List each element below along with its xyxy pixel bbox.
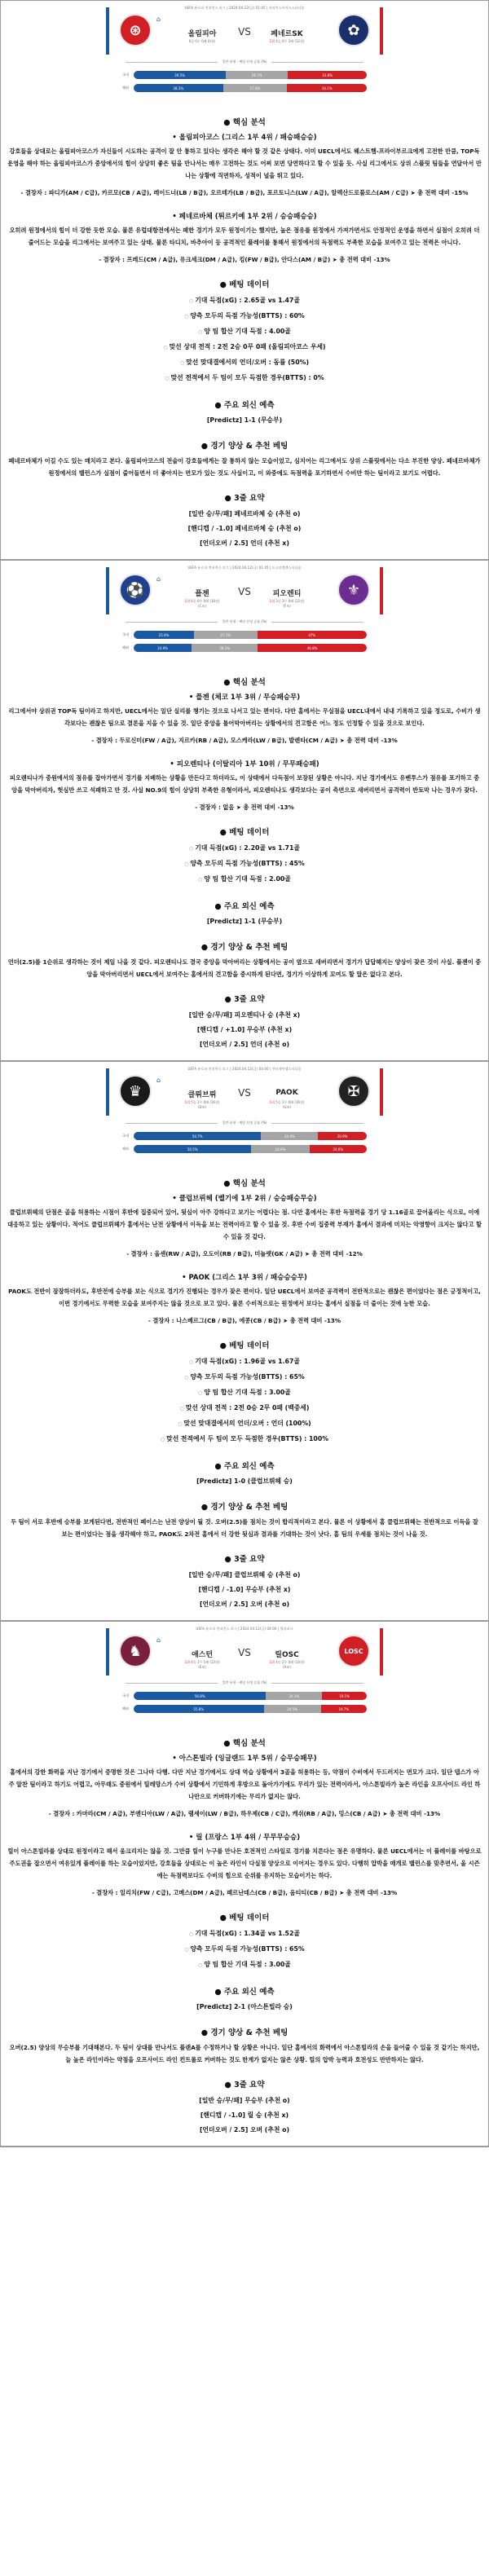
overseas-draw-probability: 28.3% [192,644,258,652]
match-block [1,6,488,561]
prediction-value: [Predictz] 1-1 (무승부) [206,918,283,925]
league-info: UEFA 유로파 컨퍼런스 리그 | 2024.04.12(금) 04:00 | 얀브레이델스타디움 [187,1067,302,1071]
overseas-home-probability: 55.8% [134,1705,264,1713]
outlook-title: ● 경기 양상 & 추천 베팅 [200,2028,289,2037]
circle-bullet-icon: ○ [165,376,170,381]
away-missing-players: - 결장자 : 나스베르그(CB / B급), 에콩(CB / B급) ➤ 총 전력 대비 -13% [148,1317,341,1324]
home-analysis-header: • 올림피아코스 (그리스 1부 4위 / 패승패승승) [172,134,317,142]
home-crest-icon: ♞ [119,1635,152,1667]
overseas-probability-row: 해외 38.3% 27.6% 34.1% [117,84,367,92]
circle-bullet-icon: ○ [198,1390,203,1396]
item-text: [핸디캡 / -1.0] 페네르바체 승 (추천 o) [187,525,302,532]
outlook-text: 페네르바체가 이길 수도 있는 매치라고 본다. 올림피아코스의 전술이 강호들에게는 잘 통하지 않는 모습이었고, 심지어는 리그에서도 상위 스플릿에서는 다소 부진한 양상. 페네르바체가 원정에서의 밸런스가 실점이 줄어들면서 더 좋아지는 면모가 있는 것도 사실이고, 이 와중에도 득점력을 포기하면서 수비만 하는 팀이라고 보기도 어렵다. [8,457,481,477]
item-text: [언더오버 / 2.5] 오버 (추천 o) [199,1601,290,1608]
domestic-probability-row: 국내 39.5% 26.7% 33.8% [117,71,367,79]
summary-item [1,536,488,551]
home-missing-players: - 결장자 : 올센(RW / A급), 오도이(RB / B급), 미뇰렛(GK / A급) ➤ 총 전력 대비 -12% [126,1250,363,1257]
key-analysis-title: ● 핵심 분석 [223,118,266,127]
betting-data-item [1,1370,488,1385]
circle-bullet-icon: ○ [198,329,203,335]
betting-data-item [1,1926,488,1942]
key-analysis-section [1,115,488,266]
summary-item [1,1023,488,1037]
circle-bullet-icon: ○ [198,877,203,883]
betting-data-item [1,309,488,324]
vs-label: VS [238,1647,251,1658]
overseas-probability-row: 해외 55.8% 24.5% 19.7% [117,1705,367,1713]
home-team-name: 플젠 [195,590,209,598]
away-analysis-text: 릴이 아스톤빌라를 상대로 원정이라고 해서 움크리지는 않을 것. 그만큼 릴이 누구를 만나든 호전적인 스타일로 경기를 치른다는 점은 유명하다. 물론 UECL에서는 이 플레이를 바탕으로 주도권을 잡으면서 여유있게 플레이를 하는 모습이었지만, 강호들을 상대로는 이 높은 라인이 다실점 양상으로 이어지는 경우도 있다. 다행히 압박을 매개로 밸런스를 맞추면서, 올 시즌에는 득점력보다도 수비의 힘으로 순위를 유지하는 모습이기는 하다. [7,1847,482,1879]
item-text: 양 팀 합산 기대 득점 : 3.00골 [204,1961,291,1968]
domestic-home-probability: 56.8% [134,1692,266,1700]
domestic-draw-probability: 24.1% [266,1692,322,1700]
outlook-section [1,2025,488,2066]
overseas-home-probability: 38.3% [134,84,223,92]
item-text: [일반 승/무/패] 피오렌티나 승 (추천 x) [188,1011,301,1019]
key-analysis-title: ● 핵심 분석 [223,1179,266,1188]
domestic-probability-row: 국내 25.9% 27.1% 47% [117,631,367,639]
betting-data-item [1,1957,488,1973]
home-crest-icon: ♛ [119,1075,152,1107]
circle-bullet-icon: ○ [198,1962,203,1968]
home-team-record: 0승 0무 0패 (0점) [188,39,216,43]
domestic-away-probability: 19.1% [322,1692,367,1700]
away-team-record: 1위 4승 2무 0패 (14점) (A조) [269,1660,305,1669]
domestic-away-probability: 20.9% [318,1132,367,1140]
away-team-name: 릴OSC [275,1651,299,1659]
prediction-title: ● 주요 외신 예측 [214,1462,275,1471]
summary-section [1,1552,488,1612]
betting-data-item [1,1416,488,1432]
item-text: 맞선 전적에서 두 팀이 모두 득점한 경우(BTTS) : 0% [170,374,324,381]
betting-data-list [1,1354,488,1447]
match-header-card [106,6,383,103]
summary-title: ● 3줄 요약 [224,995,265,1004]
prediction-title: ● 주요 외신 예측 [214,902,275,911]
circle-bullet-icon: ○ [189,1931,194,1937]
home-team-name: 올림피아 [187,30,217,38]
away-team-record: 1위 4승 0무 2패 (12점) [269,39,305,43]
away-analysis-text: 오히려 원정에서의 힘이 더 강한 듯한 모습. 물론 유럽대항전에서는 패한 경기가 모두 원정이기는 했지만, 높은 점유를 원정에서 가져가면서도 안정적인 운영을 하면서 실점이 오히려 더 줄어드는 모습을 리그에서는 보여주고 있는 상태. 물론 타디치, 바추아이 등 공격적인 플레이를 통해서 원정에서의 득점력도 부족한 모습을 보여주고 있는 전력은 아니다. [9,227,480,246]
item-text: 기대 득점(xG) : 2.65골 vs 1.47골 [195,297,300,304]
summary-item [1,1597,488,1612]
betting-data-list [1,841,488,887]
item-text: 맞선 상대 전적 : 2전 2승 0무 0패 (올림피아코스 우세) [169,343,326,350]
summary-section [1,2077,488,2138]
outlook-text: 두 팀이 서로 후반에 승부를 보게된다면, 전반적인 페이스는 난전 양상이 될 것. 오버(2.5)를 점치는 것이 합리적이라고 본다. 물론 이 상황에서 홈 클럽브뤼헤는 전반적으로 이득을 잘 보는 편이었다는 점을 생각해야 하고, PAOK도 2차전 홈에서 더 강한 뒷심과 결과를 기대하는 것이 낫다. 홈 팀의 우세를 점치는 것이 나을 것. [11,1518,478,1538]
vs-label: VS [238,1087,251,1099]
circle-bullet-icon: ○ [184,861,189,867]
overseas-away-probability: 34.1% [287,84,367,92]
probability-subtitle: 일반 유형 - 배당 산정 승률 (%) [126,59,363,64]
item-text: 양 팀 합산 기대 득점 : 2.00골 [204,875,291,883]
home-analysis-header: • 클럽브뤼헤 (벨기에 1부 2위 / 승승패승무승) [172,1195,317,1203]
away-analysis-text: 피오렌티나가 중원에서의 점유를 잡아가면서 경기를 지배하는 상황을 만든다고 하더라도, 이 상태에서 다득점이 보장된 상황은 아니다. 지난 경기에서도 유벤투스가 점유를 포기하고 중앙을 막아버리자, 헛심만 쓰고 석패하고 만 것. 사실 NO.9의 힘이 상당히 부족한 유형이라서, 피오렌티나도 생각보다는 공이 측면으로 새버리면서 공격력이 반토막 나는 경우가 잦다. [9,774,480,794]
betting-data-item [1,293,488,309]
betting-data-title: ● 베팅 데이터 [219,1341,270,1350]
summary-title: ● 3줄 요약 [224,1555,265,1564]
circle-bullet-icon: ○ [189,298,194,304]
betting-data-section [1,1910,488,1973]
outlook-text: 언더(2.5)를 1순위로 생각하는 것이 제일 나을 것 같다. 피오렌티나도 결국 중앙을 막아버리는 상황에서는 공이 옆으로 새버리면서 경기가 답답해지는 양상이 잦은 것이 사실. 플젠이 중앙을 막아버리면서 UECL에서 보여주는 홈에서의 견고함을 중시하게 된다면, 경기가 이상하게 꼬여도 할 말은 없다고 본다. [7,958,482,978]
outlook-section [1,940,488,980]
summary-item [1,1008,488,1023]
probability-subtitle: 일반 유형 - 배당 산정 승률 (%) [126,619,363,624]
item-text: [언더오버 / 2.5] 오버 (추천 o) [199,2126,290,2133]
vs-label: VS [238,26,251,37]
home-analysis-text: 리그에서야 상위권 TOP독 팀이라고 하지만, UECL에서는 일단 실리를 챙기는 것으로 나서고 있는 편이다. 다만 홈에서는 무실점을 UECL내에서 내내 기록하고 있을 정도로, 수비가 생각보다는 괜찮은 팀으로 결론을 지을 수 있을 것. 일단 중앙을 틀어막아버리는 상황에서의 견고함은 어느 정도 인정할 수 있을 것으로 보인다. [8,707,481,727]
overseas-away-probability: 24.6% [310,1145,367,1153]
betting-data-item [1,1401,488,1416]
circle-bullet-icon: ○ [184,1947,189,1953]
home-crest-icon: ⚽ [119,574,152,606]
summary-title: ● 3줄 요약 [224,494,265,503]
home-analysis-header: • 플젠 (체코 1부 3위 / 무승패승무) [188,694,301,702]
match-block [1,1067,488,1622]
summary-item [1,2123,488,2138]
summary-item [1,1583,488,1597]
betting-data-item [1,1432,488,1447]
summary-list [1,2094,488,2138]
home-team-record: 1위 6승 0무 0패 (18점) (C조) [184,599,220,608]
circle-bullet-icon: ○ [178,1421,183,1427]
overseas-away-probability: 46.8% [258,644,367,652]
domestic-home-probability: 39.5% [134,71,226,79]
away-team-name: 피오렌티 [272,590,302,598]
outlook-text: 오버(2.5) 양상의 무승부를 기대해본다. 두 팀이 상대를 만나서도 플랜A를 수정하거나 할 상황은 아니다. 일단 홈에서의 화력에서 아스톤빌라의 손을 들어줄 수 있을 것 같기는 하지만, 늘 높은 라인이라는 약점을 오프사이드 라인 컨트롤로 커버하는 것도 한계가 없지는 않은 상황. 릴의 압박 능력과 호전성도 만만하지는 않다. [9,2044,480,2063]
key-analysis-title: ● 핵심 분석 [223,1739,266,1748]
probability-subtitle: 일반 유형 - 배당 산정 승률 (%) [126,1121,363,1125]
overseas-probability-row: 해외 50.5% 24.9% 24.6% [117,1145,367,1153]
item-text: 양측 모두의 득점 가능성(BTTS) : 65% [190,1373,305,1380]
betting-data-item [1,1385,488,1401]
outlook-title: ● 경기 양상 & 추천 베팅 [200,943,289,952]
item-text: 양 팀 합산 기대 득점 : 3.00골 [204,1389,291,1396]
prediction-section [1,1984,488,2014]
outlook-section [1,438,488,479]
betting-data-list [1,1926,488,1973]
item-text: 기대 득점(xG) : 2.20골 vs 1.71골 [195,844,300,852]
betting-data-item [1,1354,488,1370]
outlook-section [1,1499,488,1540]
overseas-home-probability: 24.9% [134,644,192,652]
betting-data-item [1,1942,488,1957]
item-text: 양측 모두의 득점 가능성(BTTS) : 60% [190,312,305,319]
home-analysis-text: 강호들을 상대로는 올림피아코스가 자신들이 시도하는 공격이 잘 안 통하고 있다는 생각은 해야 할 것 같은 상태다. 이미 UECL에서도 웨스트햄-프라이부르크에게 고전한 만큼, TOP독 운영을 해야 하는 올림피아코스가 중앙에서의 힘이 상당히 좋은 팀을 만나서는 매우 고전하는 것도 어찌 보면 당연하다고 할 수 있을 듯. 사실 리그에서도 상위 스플릿 팀들을 연달아서 만나는 상황에 직면하자, 성적이 널을 뛰고 있다. [7,148,482,179]
item-text: 맞선 맞대결에서의 언더/오버 : 언더 (100%) [183,1420,311,1427]
summary-title: ● 3줄 요약 [224,2081,265,2089]
overseas-home-probability: 50.5% [134,1145,251,1153]
home-venue-icon: ⌂ [156,15,161,23]
away-missing-players: - 결장자 : 일리치(FW / C급), 고메스(DM / A급), 페르난데스(CB / B급), 옴티티(CB / B급) ➤ 총 전력 대비 -13% [91,1889,398,1896]
away-crest-icon: LOSC [337,1635,370,1667]
circle-bullet-icon: ○ [179,1406,184,1411]
item-text: [일반 승/무/패] 페네르바체 승 (추천 o) [188,510,301,517]
betting-data-title: ● 베팅 데이터 [219,1913,270,1922]
betting-data-item [1,841,488,856]
prediction-section [1,398,488,427]
betting-data-list [1,293,488,386]
item-text: [일반 승/무/패] 클럽브뤼헤 승 (추천 o) [188,1571,301,1579]
league-info: UEFA 유로파 컨퍼런스 리그 | 2024.04.12(금) 04:00 | 빌라파크 [196,1627,293,1631]
summary-item [1,507,488,522]
probability-subtitle: 일반 유형 - 배당 산정 승률 (%) [126,1680,363,1685]
item-text: 기대 득점(xG) : 1.96골 vs 1.67골 [195,1358,300,1365]
summary-item [1,1037,488,1052]
prediction-title: ● 주요 외신 예측 [214,1988,275,1997]
item-text: 맞선 맞대결에서의 언더/오버 : 동률 (50%) [186,359,310,366]
away-team-record: 1위 5승 1무 0패 (16점) (G조) [269,1100,305,1109]
match-block [1,1627,488,2147]
betting-data-section [1,277,488,386]
item-text: 기대 득점(xG) : 1.34골 vs 1.52골 [195,1930,300,1937]
item-text: [핸디캡 / -1.0] 릴 승 (추천 x) [200,2111,289,2119]
league-info: UEFA 유로파 컨퍼런스 리그 | 2024.04.12(금) 01:45 | 카라이스카키스스타디움 [184,6,305,10]
overseas-draw-probability: 24.5% [264,1705,321,1713]
item-text: [일반 승/무/패] 무승부 (추천 o) [199,2097,290,2104]
home-crest-icon: ⊛ [119,14,152,46]
key-analysis-section [1,675,488,813]
circle-bullet-icon: ○ [160,1437,165,1442]
item-text: [언더오버 / 2.5] 언더 (추천 o) [199,1041,290,1048]
match-block [1,566,488,1062]
away-team-record: 1위 3승 3무 0패 (12점) (F조) [269,599,305,608]
home-analysis-text: 클럽브뤼헤의 단점은 골을 허용하는 시점이 후반에 집중되어 있어, 뒷심이 아주 강하다고 보기는 어렵다는 점. 다만 홈에서는 후반 득점력을 경기 당 1.16골로 끌어올리는 식으로, 이에 대응하고 있는 상황이다. 적어도 클럽브뤼헤가 홈에서는 난전 상황에서 이득을 보는 전력이라고 할 수 있을 것. 후반 수비 집중력 부재가 홈에서 결과에 미치는 악영향이 크지는 않다고 할 수 있을 것 같다. [7,1209,482,1240]
item-text: 양측 모두의 득점 가능성(BTTS) : 45% [190,860,305,867]
match-header-card [106,1067,383,1165]
item-text: 양 팀 합산 기대 득점 : 4.00골 [204,328,291,335]
away-analysis-header: • 페네르바체 (튀르키예 1부 2위 / 승승패승승) [172,213,317,221]
key-analysis-title: ● 핵심 분석 [223,678,266,687]
home-team-record: 1위 4승 1무 1패 (13점) (E조) [184,1660,220,1669]
domestic-away-probability: 33.8% [288,71,367,79]
item-text: 양측 모두의 득점 가능성(BTTS) : 65% [190,1945,305,1953]
key-analysis-section [1,1176,488,1327]
home-venue-icon: ⌂ [156,1077,161,1084]
overseas-draw-probability: 27.6% [223,84,288,92]
prediction-section [1,899,488,928]
away-team-name: PAOK [275,1089,298,1097]
domestic-draw-probability: 24.4% [261,1132,318,1140]
away-crest-icon: ✿ [337,14,370,46]
overseas-probability-row: 해외 24.9% 28.3% 46.8% [117,644,367,652]
home-team-name: 애스턴 [191,1651,214,1659]
domestic-home-probability: 54.7% [134,1132,261,1140]
summary-list [1,1008,488,1052]
domestic-home-probability: 25.9% [134,631,194,639]
home-analysis-header: • 아스톤빌라 (잉글랜드 1부 5위 / 승무승패무) [172,1755,317,1763]
away-team-name: 페네르SK [271,30,303,38]
summary-list [1,1568,488,1612]
vs-label: VS [238,586,251,597]
domestic-away-probability: 47% [258,631,367,639]
domestic-probability-row: 국내 54.7% 24.4% 20.9% [117,1132,367,1140]
home-analysis-text: 홈에서의 강한 화력을 지난 경기에서 증명한 것은 그나마 다행. 다만 지난 경기에서도 상대 역습 상황에서 3골을 허용하는 등, 약점이 수비에서 두드러지는 면모가 크다. 일단 뎁스가 아주 알찬 팀이라고 하기도 어렵고, 아무래도 중원에서 틸레망스가 수비 상황에서 기민하게 후방으로 돌아가기에도 무리가 있는 전력이라서, 아스톤빌라가 높은 라인을 오프사이드 라인 하나만으로 커버하기에는 무리가 없지는 않다. [8,1768,481,1800]
away-analysis-header: • 릴 (프랑스 1부 4위 / 무무무승승) [188,1834,301,1842]
item-text: [핸디캡 / -1.0] 무승부 (추천 x) [198,1586,291,1593]
away-analysis-header: • PAOK (그리스 1부 3위 / 패승승승무) [182,1274,307,1282]
betting-data-section [1,1338,488,1447]
home-missing-players: - 결장자 : 카마라(CM / A급), 부엔디아(LW / A급), 램세이(LW / B급), 하우제(CB / C급), 캐쉬(RB / A급), 밍스(CB / A급) ➤ 총 전력 대비 -13% [48,1810,441,1817]
item-text: [언더오버 / 2.5] 언더 (추천 x) [200,539,289,547]
home-missing-players: - 결장자 : 두로신미(FW / A급), 지르카(RB / A급), 모스케라(LW / B급), 발렌타(CM / A급) ➤ 총 전력 대비 -13% [91,737,398,744]
summary-section [1,491,488,551]
circle-bullet-icon: ○ [179,360,185,366]
match-header-card [106,1627,383,1724]
prediction-section [1,1459,488,1488]
summary-list [1,507,488,551]
away-missing-players: - 결장자 : 없음 ➤ 총 전력 대비 -13% [195,804,294,811]
home-venue-icon: ⌂ [156,575,161,583]
away-analysis-header: • 피오렌티나 (이탈리아 1부 10위 / 무무패승패) [170,760,319,768]
away-analysis-text: PAOK도 전반이 잠잠하더라도, 후반전에 승부를 보는 식으로 경기가 진행되는 경우가 잦은 편이다. 일단 UECL에서 보여준 공격력이 전반적으로는 괜찮은 편이었다는 점은 긍정적이고, 이번 경기에서도 무력한 모습을 보여주지는 않을 것으로 보고 있다. 물론 수비적으로는 원정에서 보다는 홈에서 실점을 더 줄이는 것에 능한 모습. [8,1288,481,1307]
betting-data-title: ● 베팅 데이터 [219,828,270,837]
prediction-value: [Predictz] 1-1 (무승부) [206,416,283,424]
home-venue-icon: ⌂ [156,1636,161,1644]
away-crest-icon: ✠ [337,1075,370,1107]
circle-bullet-icon: ○ [163,345,168,350]
home-team-record: 1위 5승 1무 0패 (16점) (D조) [184,1100,220,1109]
away-crest-icon: ⚜ [337,574,370,606]
summary-item [1,522,488,536]
outlook-title: ● 경기 양상 & 추천 베팅 [200,442,289,451]
betting-data-item [1,324,488,340]
summary-item [1,1568,488,1583]
domestic-draw-probability: 26.7% [226,71,288,79]
home-team-name: 클뤼브뤼 [187,1091,217,1099]
item-text: 맞선 전적에서 두 팀이 모두 득점한 경우(BTTS) : 100% [166,1435,329,1442]
betting-data-item [1,872,488,887]
domestic-probability-row: 국내 56.8% 24.1% 19.1% [117,1692,367,1700]
betting-data-title: ● 베팅 데이터 [219,280,270,289]
prediction-title: ● 주요 외신 예측 [214,401,275,410]
prediction-value: [Predictz] 2-1 (아스톤빌라 승) [196,2003,293,2010]
domestic-draw-probability: 27.1% [194,631,258,639]
circle-bullet-icon: ○ [184,314,189,319]
overseas-away-probability: 19.7% [321,1705,367,1713]
betting-data-item [1,340,488,355]
outlook-title: ● 경기 양상 & 추천 베팅 [200,1503,289,1512]
overseas-draw-probability: 24.9% [251,1145,309,1153]
circle-bullet-icon: ○ [184,1375,189,1380]
circle-bullet-icon: ○ [189,1359,194,1365]
circle-bullet-icon: ○ [189,846,194,852]
home-missing-players: - 결장자 : 파디가(AM / C급), 카르모(CB / A급), 레이드너(LB / B급), 오르테가(LB / B급), 포르토니스(LW / A급), 알렉산드로풀로스(AM / C급) ➤ 총 전력 대비 -15% [20,189,469,196]
betting-data-item [1,355,488,371]
betting-data-item [1,371,488,386]
key-analysis-section [1,1736,488,1899]
summary-item [1,2108,488,2123]
match-header-card [106,566,383,663]
betting-data-item [1,856,488,872]
item-text: 맞선 상대 전적 : 2전 0승 2무 0패 (백중세) [185,1404,310,1411]
summary-section [1,992,488,1052]
item-text: [핸디캡 / +1.0] 무승부 (추천 x) [196,1026,293,1033]
away-missing-players: - 결장자 : 프레드(CM / A급), 유크세크(DM / A급), 킹(FW / B급), 안다스(AM / B급) ➤ 총 전력 대비 -13% [99,256,390,263]
prediction-value: [Predictz] 1-0 (클럽브뤼헤 승) [196,1477,293,1485]
betting-data-section [1,825,488,887]
summary-item [1,2094,488,2108]
league-info: UEFA 유로파 컨퍼런스 리그 | 2024.04.12(금) 01:45 | 도스안엘렌스타디움 [187,566,302,570]
